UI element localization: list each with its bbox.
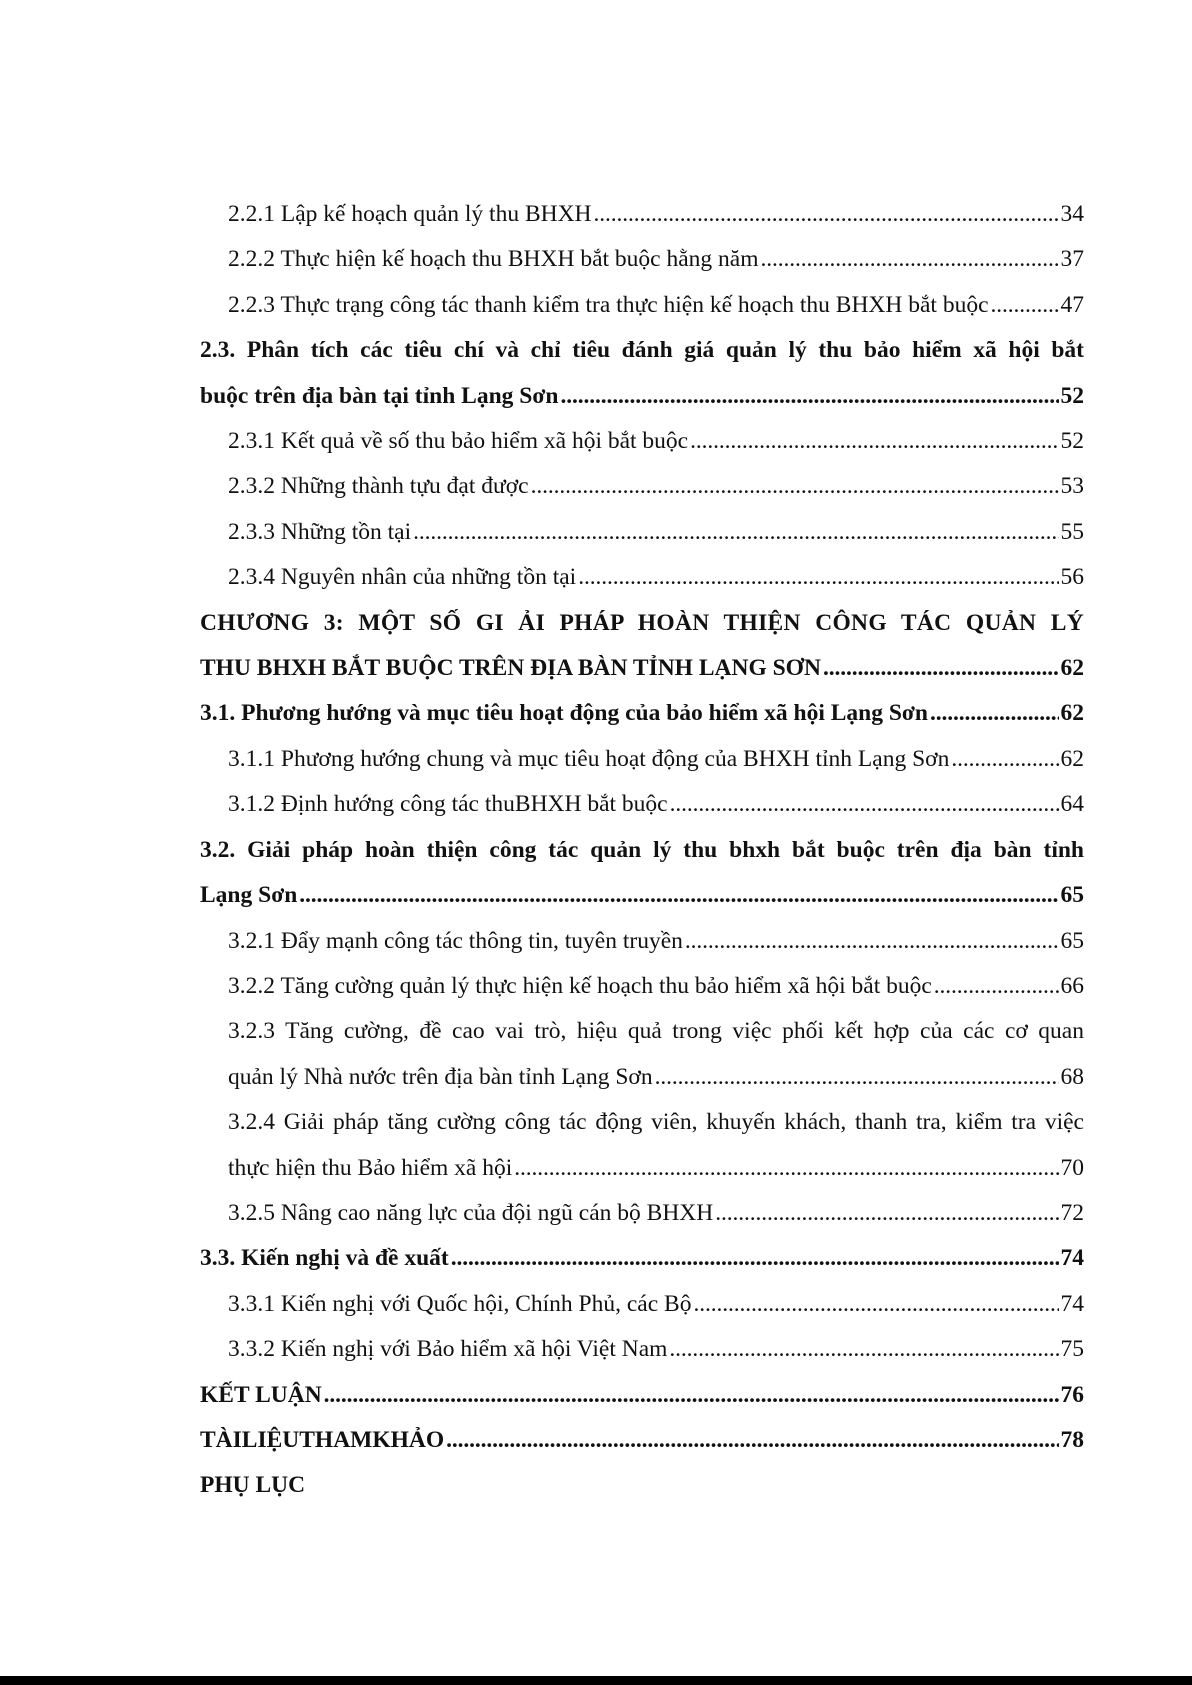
toc-dot-leader bbox=[578, 555, 1058, 600]
toc-entry[interactable] bbox=[200, 691, 1084, 736]
toc-entry[interactable] bbox=[200, 464, 1084, 509]
toc-entry-title: THU BHXH BẮT BUỘC TRÊN ĐỊA BÀN TỈNH LẠNG SƠN bbox=[200, 655, 821, 682]
toc-entry-title: 3.2.2 Tăng cường quản lý thực hiện kế hoạch thu bảo hiểm xã hội bắt buộc bbox=[228, 972, 932, 999]
toc-page-number: 37 bbox=[1060, 246, 1084, 273]
toc-page-number: 68 bbox=[1060, 1063, 1084, 1090]
toc-dot-leader bbox=[761, 237, 1059, 282]
toc-page-number: 52 bbox=[1060, 382, 1084, 409]
toc-entry-title: 3.2.5 Nâng cao năng lực của đội ngũ cán bộ BHXH bbox=[228, 1199, 714, 1226]
toc-page-number: 76 bbox=[1060, 1381, 1084, 1408]
toc-entry[interactable] bbox=[200, 510, 1084, 555]
toc-entry[interactable] bbox=[200, 737, 1084, 782]
toc-page-number: 56 bbox=[1060, 564, 1084, 591]
toc-dot-leader bbox=[690, 419, 1058, 464]
toc-page-number: 47 bbox=[1060, 291, 1084, 318]
toc-dot-leader bbox=[951, 737, 1058, 782]
toc-dot-leader bbox=[299, 873, 1058, 918]
toc-entry[interactable] bbox=[200, 919, 1084, 964]
toc-entry-title: 2.3.4 Nguyên nhân của những tồn tại bbox=[228, 564, 577, 591]
toc-entry-title: 2.2.3 Thực trạng công tác thanh kiểm tra thực hiện kế hoạch thu BHXH bắt buộc bbox=[228, 291, 989, 318]
toc-entry-title: 2.2.2 Thực hiện kế hoạch thu BHXH bắt buộc hằng năm bbox=[228, 246, 759, 273]
toc-page-number: 52 bbox=[1060, 428, 1084, 455]
toc-dot-leader bbox=[324, 1373, 1059, 1418]
toc-entry[interactable] bbox=[200, 1373, 1084, 1418]
toc-entry-title-line: 3.2.3 Tăng cường, đề cao vai trò, hiệu quả trong việc phối kết hợp của các cơ quan bbox=[228, 1018, 1084, 1045]
toc-page-number: 65 bbox=[1060, 927, 1084, 954]
toc-entry-title: Lạng Sơn bbox=[200, 882, 298, 909]
toc-entry-title: 2.3.2 Những thành tựu đạt được bbox=[228, 473, 529, 500]
toc-entry-title: 3.1. Phương hướng và mục tiêu hoạt động của bảo hiểm xã hội Lạng Sơn bbox=[200, 700, 928, 727]
toc-dot-leader bbox=[991, 283, 1059, 328]
toc-entry-title: quản lý Nhà nước trên địa bàn tỉnh Lạng Sơn bbox=[228, 1063, 653, 1090]
toc-page-number: 75 bbox=[1060, 1336, 1084, 1363]
toc-entry[interactable] bbox=[200, 1009, 1084, 1100]
toc-entry-title: 3.2.1 Đẩy mạnh công tác thông tin, tuyên truyền bbox=[228, 927, 683, 954]
page-bottom-edge bbox=[0, 1676, 1192, 1685]
toc-dot-leader bbox=[670, 782, 1059, 827]
toc-dot-leader bbox=[655, 1055, 1059, 1100]
toc-entry-title: 3.1.2 Định hướng công tác thuBHXH bắt buộc bbox=[228, 791, 668, 818]
toc-entry[interactable] bbox=[200, 782, 1084, 827]
toc-entry-title: KẾT LUẬN bbox=[200, 1381, 322, 1408]
toc-entry[interactable] bbox=[200, 1191, 1084, 1236]
toc-page-number: 62 bbox=[1060, 745, 1084, 772]
toc-entry-title: 3.1.1 Phương hướng chung và mục tiêu hoạt động của BHXH tỉnh Lạng Sơn bbox=[228, 745, 950, 772]
toc-page-number: 70 bbox=[1060, 1154, 1084, 1181]
toc-entry-title: 3.3.2 Kiến nghị với Bảo hiểm xã hội Việt Nam bbox=[228, 1336, 668, 1363]
toc-dot-leader bbox=[934, 964, 1059, 1009]
toc-page-number: 34 bbox=[1060, 201, 1084, 227]
toc-page-number: 55 bbox=[1060, 518, 1084, 545]
toc-entry[interactable] bbox=[200, 192, 1084, 237]
toc-entry[interactable] bbox=[200, 1236, 1084, 1281]
toc-entry[interactable] bbox=[200, 1100, 1084, 1191]
toc-dot-leader bbox=[451, 1236, 1059, 1281]
toc-entry-title: 3.3. Kiến nghị và đề xuất bbox=[200, 1245, 449, 1272]
toc-dot-leader bbox=[446, 1418, 1058, 1463]
toc-entry-title: TÀILIỆUTHAMKHẢO bbox=[200, 1426, 445, 1453]
toc-page-number: 74 bbox=[1060, 1245, 1084, 1272]
toc-page-number: 66 bbox=[1060, 972, 1084, 999]
toc-entry[interactable] bbox=[200, 328, 1084, 419]
toc-dot-leader bbox=[594, 192, 1059, 237]
toc-dot-leader bbox=[560, 374, 1058, 419]
toc-entry[interactable] bbox=[200, 1327, 1084, 1372]
toc-entry-title: buộc trên địa bàn tại tỉnh Lạng Sơn bbox=[200, 382, 559, 409]
toc-entry[interactable] bbox=[200, 964, 1084, 1009]
toc-dot-leader bbox=[413, 510, 1058, 555]
toc-entry-title: 2.3.1 Kết quả về số thu bảo hiểm xã hội bắt buộc bbox=[228, 428, 689, 455]
toc-dot-leader bbox=[823, 646, 1059, 691]
toc-dot-leader bbox=[514, 1146, 1058, 1191]
toc-page-number: 62 bbox=[1060, 655, 1084, 682]
toc-entry-title: PHỤ LỤC bbox=[200, 1472, 306, 1499]
toc-page-number: 65 bbox=[1060, 882, 1084, 909]
toc-entry[interactable] bbox=[200, 828, 1084, 919]
toc-entry-title: 2.2.1 Lập kế hoạch quản lý thu BHXH bbox=[228, 201, 592, 227]
toc-page-number: 64 bbox=[1060, 791, 1084, 818]
toc-dot-leader bbox=[685, 919, 1059, 964]
toc-page-number: 62 bbox=[1060, 700, 1084, 727]
toc-entry[interactable] bbox=[200, 237, 1084, 282]
toc-entry[interactable] bbox=[200, 555, 1084, 600]
toc-entry-title: thực hiện thu Bảo hiểm xã hội bbox=[228, 1154, 513, 1181]
toc-entry[interactable] bbox=[200, 601, 1084, 692]
toc-dot-leader bbox=[531, 464, 1059, 509]
toc-entry-title: 3.3.1 Kiến nghị với Quốc hội, Chính Phủ, các Bộ bbox=[228, 1290, 692, 1317]
toc-page-number: 78 bbox=[1060, 1426, 1084, 1453]
toc-entry-title-line: 3.2. Giải pháp hoàn thiện công tác quản lý thu bhxh bắt buộc trên địa bàn tỉnh bbox=[200, 836, 1084, 863]
toc-dot-leader bbox=[930, 691, 1059, 736]
toc-dot-leader bbox=[693, 1282, 1058, 1327]
table-of-contents bbox=[200, 192, 1084, 1509]
toc-page-number: 72 bbox=[1060, 1199, 1084, 1226]
toc-entry-title-line: 3.2.4 Giải pháp tăng cường công tác động viên, khuyến khách, thanh tra, kiểm tra việc bbox=[228, 1109, 1084, 1136]
toc-dot-leader bbox=[669, 1327, 1058, 1372]
toc-entry-title-line: 2.3. Phân tích các tiêu chí và chỉ tiêu đánh giá quản lý thu bảo hiểm xã hội bắt bbox=[200, 337, 1084, 364]
toc-dot-leader bbox=[715, 1191, 1058, 1236]
toc-entry[interactable] bbox=[200, 419, 1084, 464]
toc-entry-title-line: CHƯƠNG 3: MỘT SỐ GI ẢI PHÁP HOÀN THIỆN CÔNG TÁC QUẢN LÝ bbox=[200, 609, 1084, 636]
toc-entry[interactable] bbox=[200, 1282, 1084, 1327]
toc-entry[interactable] bbox=[200, 1463, 1084, 1508]
toc-page-number: 74 bbox=[1060, 1290, 1084, 1317]
toc-entry-title: 2.3.3 Những tồn tại bbox=[228, 518, 412, 545]
toc-entry[interactable] bbox=[200, 1418, 1084, 1463]
toc-page-number: 53 bbox=[1060, 473, 1084, 500]
toc-entry[interactable] bbox=[200, 283, 1084, 328]
